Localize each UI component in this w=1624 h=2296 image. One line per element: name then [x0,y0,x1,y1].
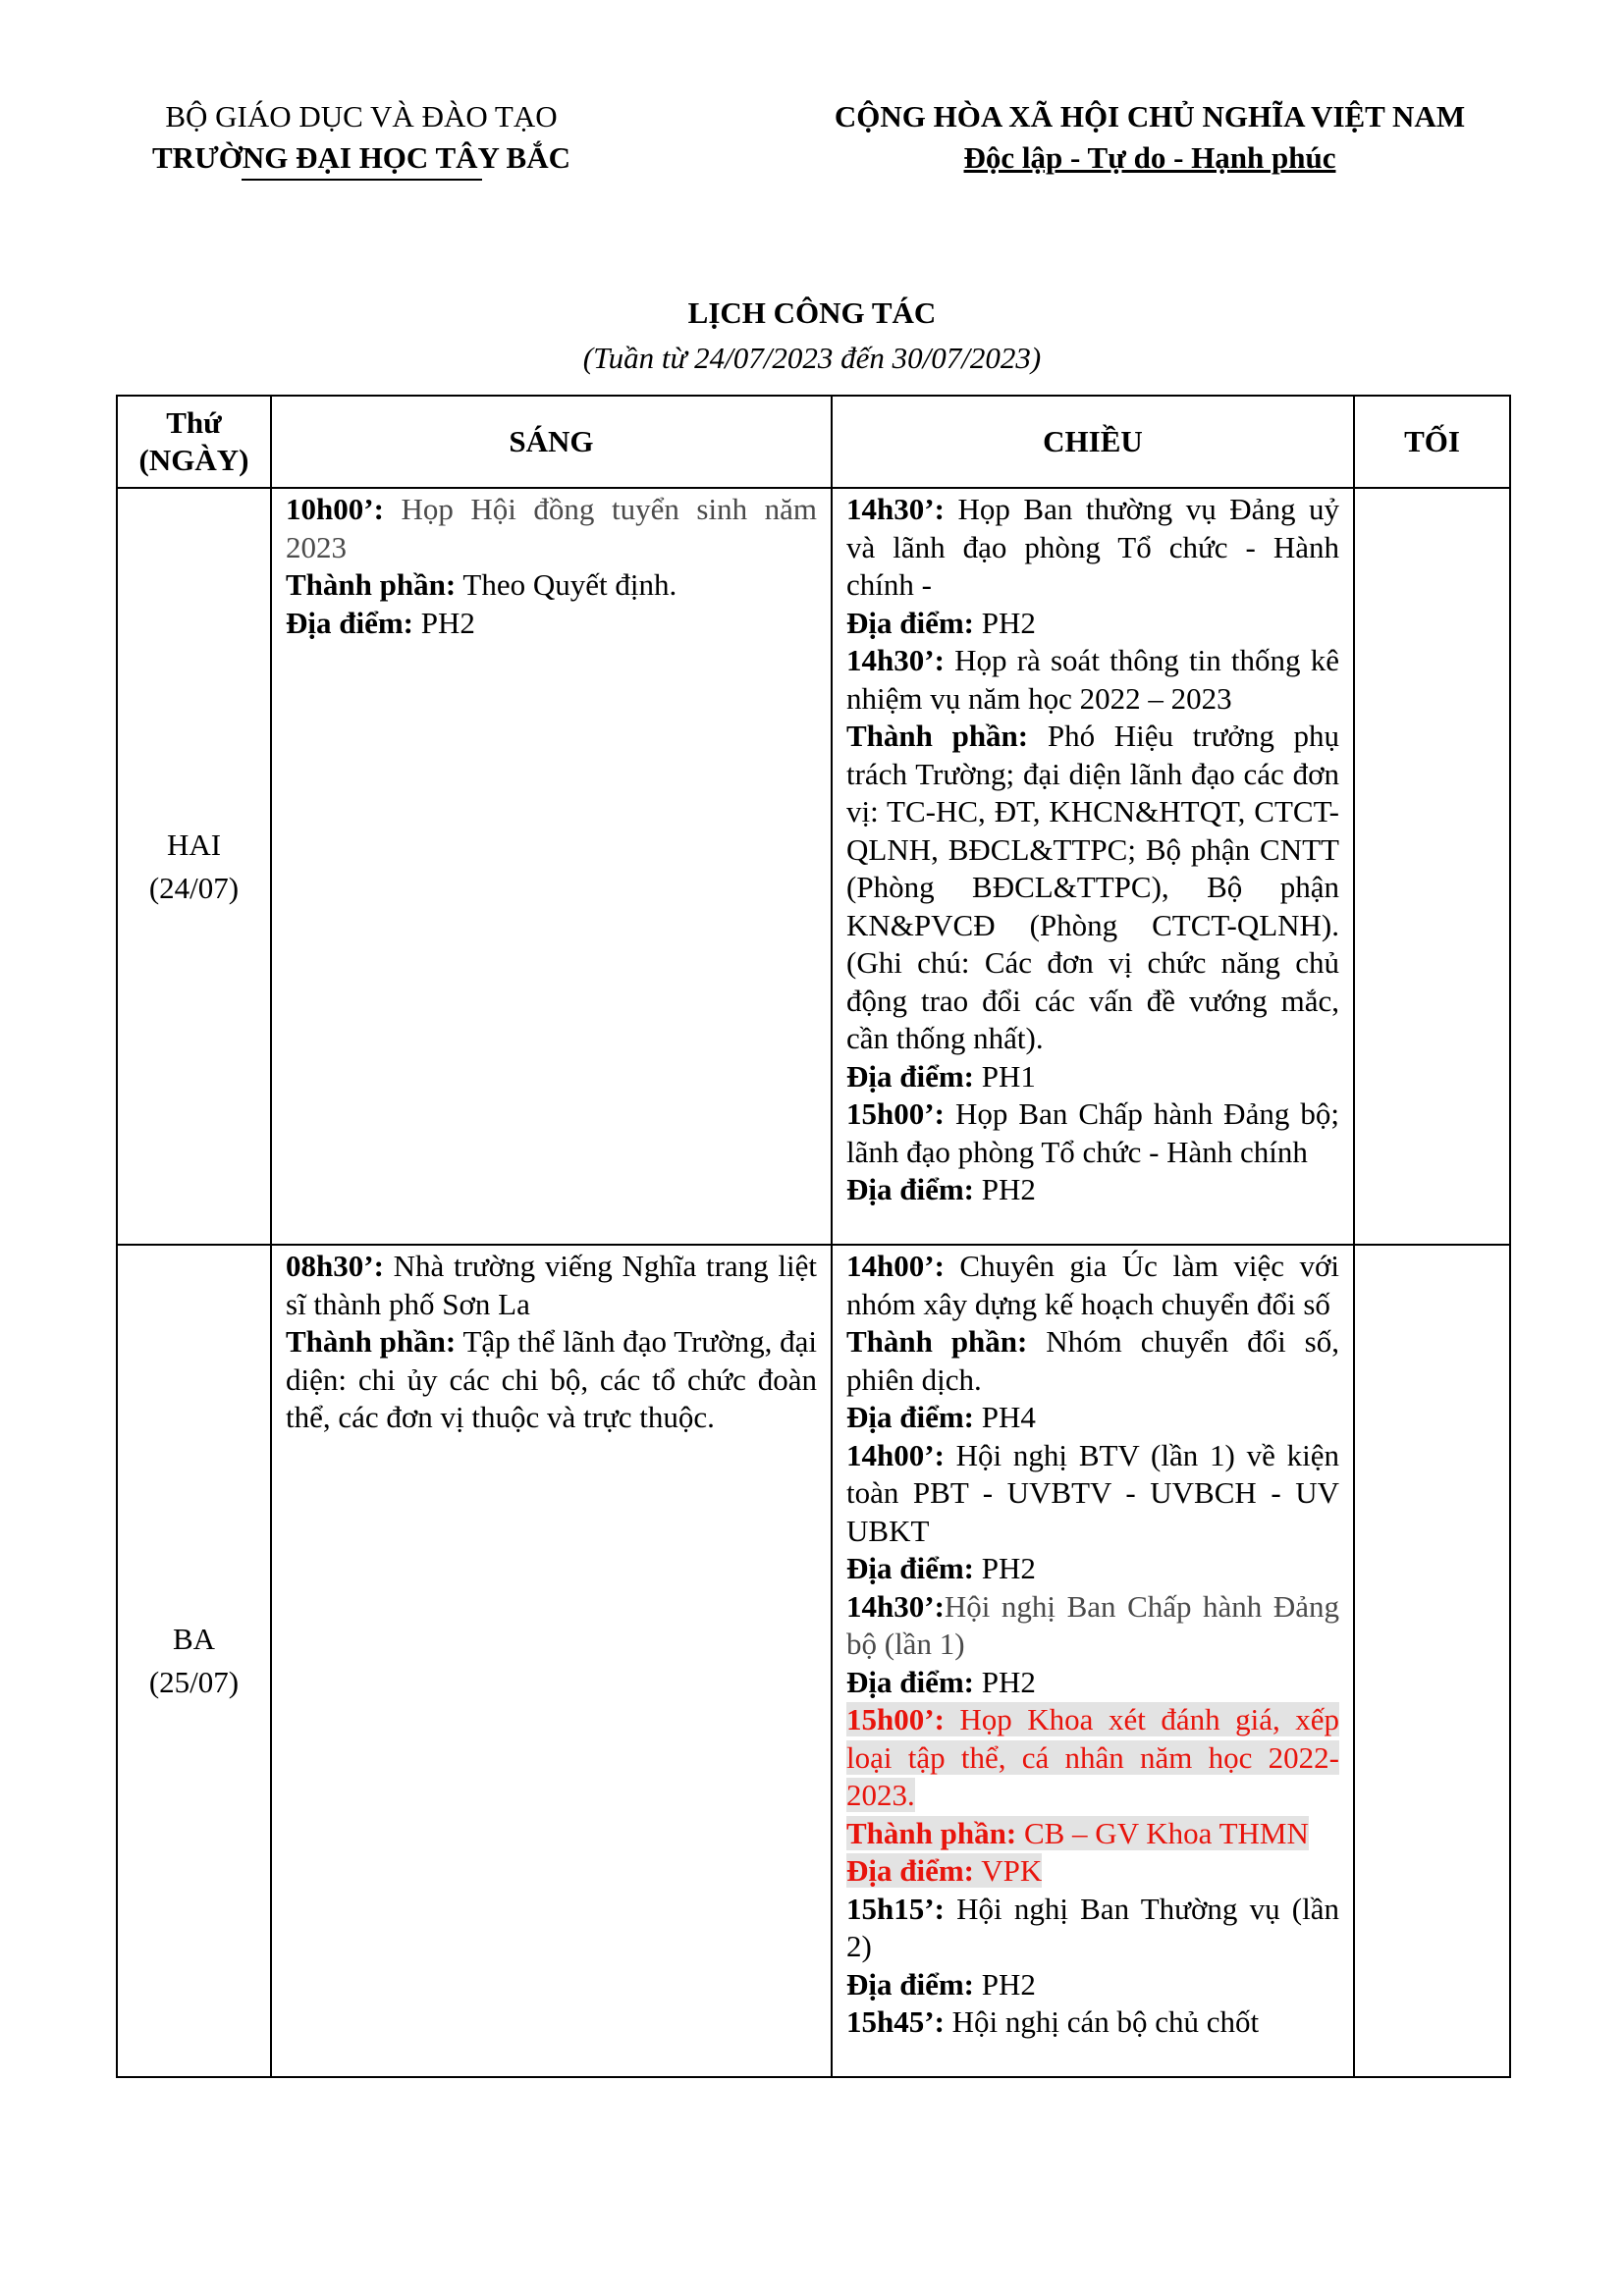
schedule-entry-highlighted [846,1701,1339,1891]
entry-title: Chuyên gia Úc làm việc với nhóm xây dựng kế hoạch chuyển đổi số [846,1249,1339,1321]
entry-title: Hội nghị BTV (lần 1) về kiện toàn PBT - UVBTV - UVBCH - UV UBKT [846,1437,1339,1548]
location-value: PH2 [974,605,1036,640]
evening-cell [1354,488,1510,1245]
schedule-entry [286,491,817,642]
entry-title: Nhà trường viếng Nghĩa trang liệt sĩ thành phố Sơn La [286,1249,817,1321]
location-value: PH2 [974,1172,1036,1206]
entry-title: Họp Ban Chấp hành Đảng bộ; lãnh đạo phòng Tổ chức - Hành chính [846,1096,1339,1169]
document-subtitle: (Tuần từ 24/07/2023 đến 30/07/2023) [582,341,1042,375]
schedule-entry [846,1588,1339,1702]
location-value: PH1 [974,1058,1036,1094]
location-label: Địa điểm: [846,1551,975,1585]
day-cell [117,488,271,1245]
location-value: PH2 [974,1966,1036,2002]
header-morning: SÁNG [271,396,832,488]
participants-value: CB – GV Khoa THMN [1016,1815,1309,1850]
header-day [117,396,271,488]
participants-label: Thành phần: [846,1324,1028,1359]
issuer-underline [242,179,482,181]
location-label: Địa điểm: [846,1400,975,1434]
entry-time: 14h30’: [846,1588,945,1624]
location-label: Địa điểm: [846,1966,975,2002]
schedule-entry [286,1248,817,1437]
header-afternoon: CHIỀU [832,396,1354,488]
entry-title: Hội nghị Ban Thường vụ (lần 2) [846,1891,1339,1963]
entry-title: Họp Hội đồng tuyển sinh năm 2023 [286,492,817,564]
location-label: Địa điểm: [846,1853,975,1888]
motto: Độc lập - Tự do - Hạnh phúc [963,140,1336,175]
table-row [117,1245,1510,2077]
entry-title: Họp rà soát thông tin thống kê nhiệm vụ năm học 2022 – 2023 [846,643,1339,716]
entry-time: 14h30’: [846,492,945,526]
national-motto-block [791,96,1508,179]
participants-value: Nhóm chuyển đổi số, phiên dịch. [846,1324,1339,1397]
location-value: PH4 [974,1400,1036,1434]
header-day-line1: Thứ [166,405,222,440]
entry-title: Hội nghị cán bộ chủ chốt [944,2004,1260,2039]
day-cell [117,1245,271,2077]
location-label: Địa điểm: [846,605,975,640]
entry-title: Hội nghị Ban Chấp hành Đảng bộ (lần 1) [846,1588,1339,1661]
header-evening: TỐI [1354,396,1510,488]
entry-time: 14h30’: [846,643,945,677]
location-value: PH2 [974,1664,1036,1699]
entry-time: 15h00’: [846,1096,945,1131]
table-row [117,488,1510,1245]
header-day-line2: (NGÀY) [138,443,249,477]
university-name: TRƯỜNG ĐẠI HỌC TÂY BẮC [152,140,570,175]
ministry-name: BỘ GIÁO DỤC VÀ ĐÀO TẠO [165,99,558,133]
location-label: Địa điểm: [846,1058,975,1094]
morning-cell [271,488,832,1245]
schedule-entry [846,1095,1339,1209]
morning-cell [271,1245,832,2077]
day-name: BA [172,1622,216,1656]
participants-value: Phó Hiệu trưởng phụ trách Trường; đại diện lãnh đạo các đơn vị: TC-HC, ĐT, KHCN&HTQT, CTCT-QLNH, BĐCL&TTPC; Bộ phận CNTT (Phòng BĐCL&TTPC), Bộ phận KN&PVCĐ (Phòng CTCT-QLNH). (Ghi chú: Các đơn vị chức năng chủ động trao đổi các vấn đề vướng mắc, cần thống nhất). [846,719,1339,1055]
day-date: (24/07) [148,870,240,905]
afternoon-cell [832,488,1354,1245]
schedule-entry [846,1248,1339,1437]
entry-time: 15h15’: [846,1891,945,1926]
entry-title: Họp Khoa xét đánh giá, xếp loại tập thể, cá nhân năm học 2022-2023. [846,1702,1339,1812]
day-name: HAI [166,827,222,862]
schedule-entry [846,2003,1339,2042]
country-name: CỘNG HÒA XÃ HỘI CHỦ NGHĨA VIỆT NAM [834,99,1466,133]
entry-time: 15h45’: [846,2004,945,2039]
entry-time: 14h00’: [846,1437,945,1472]
location-value: PH2 [974,1551,1036,1585]
participants-label: Thành phần: [846,1815,1017,1850]
schedule-entry [846,491,1339,642]
participants-label: Thành phần: [286,567,457,602]
location-label: Địa điểm: [846,1172,975,1206]
location-value: PH2 [413,605,475,640]
participants-label: Thành phần: [286,1324,457,1359]
schedule-entry [846,642,1339,1095]
day-date: (25/07) [148,1665,240,1699]
location-label: Địa điểm: [846,1664,975,1699]
schedule-table [116,395,1511,2078]
participants-value: Theo Quyết định. [456,567,677,602]
entry-time: 10h00’: [286,492,384,526]
schedule-entry [846,1891,1339,2004]
evening-cell [1354,1245,1510,2077]
entry-time: 14h00’: [846,1249,945,1283]
location-value: VPK [974,1853,1043,1888]
schedule-entry [846,1437,1339,1588]
table-header-row [117,396,1510,488]
entry-time: 15h00’: [846,1702,945,1736]
participants-label: Thành phần: [846,719,1029,753]
issuer-block [116,96,607,181]
participants-value: Tập thể lãnh đạo Trường, đại diện: chi ủy các chi bộ, các tổ chức đoàn thể, các đơn vị thuộc và trực thuộc. [286,1324,817,1434]
entry-title: Họp Ban thường vụ Đảng uỷ và lãnh đạo phòng Tổ chức - Hành chính - [846,492,1339,602]
afternoon-cell [832,1245,1354,2077]
entry-time: 08h30’: [286,1249,384,1283]
document-title: LỊCH CÔNG TÁC [687,295,937,330]
location-label: Địa điểm: [286,605,414,640]
